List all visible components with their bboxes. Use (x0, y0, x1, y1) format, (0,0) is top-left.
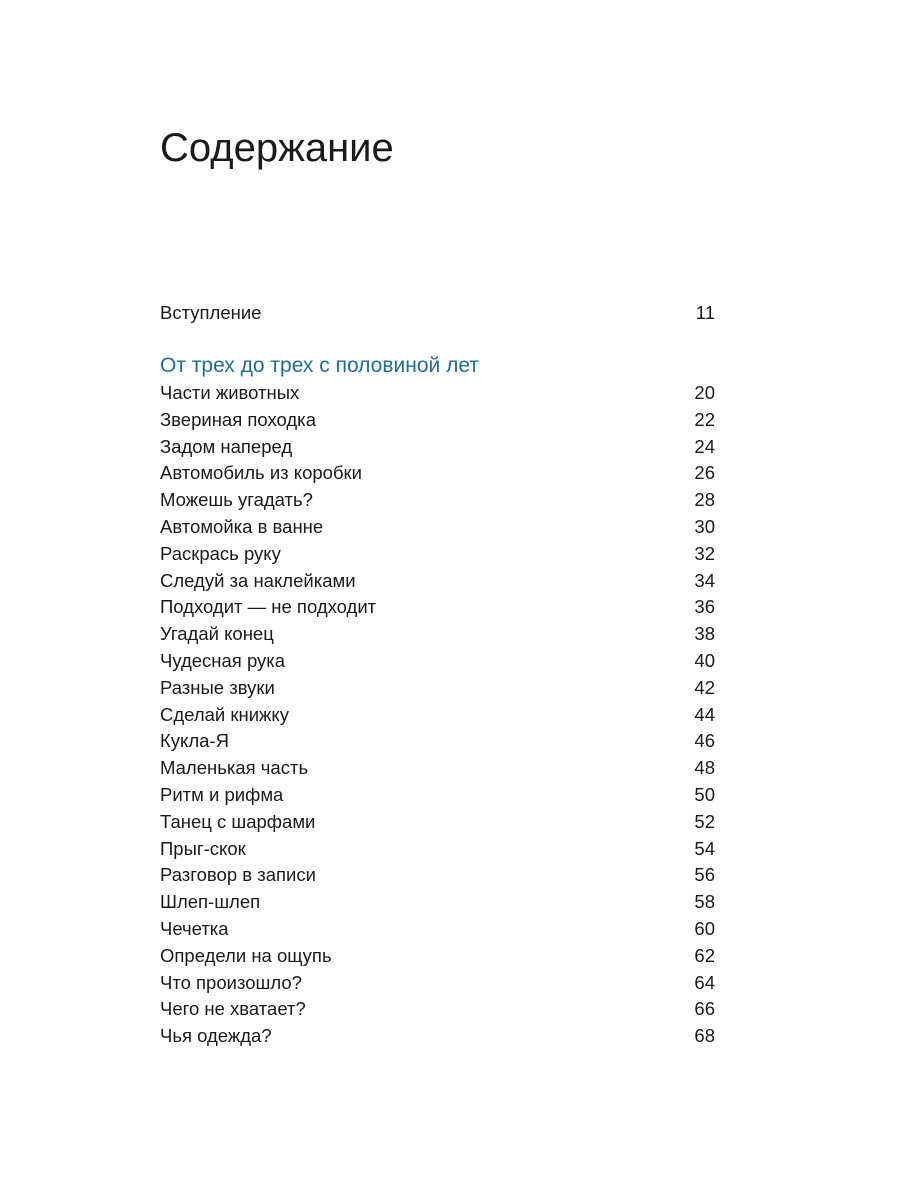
toc-entry-page: 36 (694, 596, 715, 618)
toc-entry-label: Маленькая часть (160, 757, 309, 779)
toc-entry-label: Раскрась руку (160, 542, 281, 564)
toc-entry-page: 28 (694, 489, 715, 511)
toc-entry[interactable] (160, 380, 715, 407)
toc-entry-label: Кукла-Я (160, 730, 229, 752)
toc-entry-page: 34 (694, 569, 715, 591)
toc-entry-page: 50 (694, 783, 715, 805)
toc-entry[interactable] (160, 568, 715, 595)
toc-entry-label: Определи на ощупь (160, 944, 332, 966)
toc-entry-page: 42 (694, 676, 715, 698)
toc-entry[interactable] (160, 407, 715, 434)
toc-entry[interactable] (160, 728, 715, 755)
toc-entry-page: 44 (694, 703, 715, 725)
toc-entry[interactable] (160, 514, 715, 541)
toc-entry[interactable] (160, 621, 715, 648)
toc-entry-label: Ритм и рифма (160, 783, 284, 805)
toc-entry-page: 48 (694, 757, 715, 779)
toc-entry-label: Части животных (160, 382, 300, 403)
toc-entry-label: Что произошло? (160, 971, 302, 993)
toc-entry[interactable] (160, 916, 715, 943)
toc-entry-page: 22 (694, 408, 715, 430)
toc-entry-label: Автомобиль из коробки (160, 462, 362, 484)
toc-entry-page: 46 (694, 730, 715, 752)
toc-entry-page: 68 (694, 1025, 715, 1047)
toc-entry-page: 30 (694, 515, 715, 537)
toc-entry-label: Чудесная рука (160, 649, 286, 671)
toc-entry-page: 54 (694, 837, 715, 859)
page-title: Содержание (160, 126, 394, 170)
toc-entry[interactable] (160, 755, 715, 782)
toc-entry-page: 20 (694, 382, 715, 403)
toc-entry[interactable] (160, 996, 715, 1023)
toc-entry-label: Разговор в записи (160, 864, 316, 886)
toc-entry[interactable] (160, 541, 715, 568)
toc-entry-label: Задом наперед (160, 435, 293, 457)
toc-entry-page: 66 (694, 998, 715, 1020)
toc-entry-label: Следуй за наклейками (160, 569, 356, 591)
toc-entry-page: 40 (694, 649, 715, 671)
toc-entry[interactable] (160, 460, 715, 487)
toc-entry-label: Сделай книжку (160, 703, 289, 725)
toc-entry-label: Разные звуки (160, 676, 275, 698)
toc-entry[interactable] (160, 889, 715, 916)
toc-entry-page: 64 (694, 971, 715, 993)
section-heading: От трех до трех с половиной лет (160, 354, 479, 377)
toc-entry-label: Подходит — не подходит (160, 596, 377, 618)
toc-entry-label: Прыг-скок (160, 837, 246, 859)
toc-entry-intro[interactable] (160, 300, 715, 327)
toc-entry-page: 24 (694, 435, 715, 457)
toc-section (160, 352, 715, 1050)
toc-entry-label: Автомойка в ванне (160, 515, 324, 537)
toc-entry-label: Чего не хватает? (160, 998, 306, 1020)
toc-entry-page: 38 (694, 623, 715, 645)
section-entry-list (160, 380, 715, 1050)
toc-entry-label: Танец с шарфами (160, 810, 316, 832)
toc-entry[interactable] (160, 1023, 715, 1050)
toc-entry[interactable] (160, 434, 715, 461)
toc-entry[interactable] (160, 648, 715, 675)
toc-entry-label: Угадай конец (160, 623, 274, 645)
toc-entry[interactable] (160, 594, 715, 621)
toc-entry-page: 11 (695, 302, 715, 323)
toc-entry-label: Звериная походка (160, 408, 316, 430)
toc-entry[interactable] (160, 862, 715, 889)
toc-entry[interactable] (160, 943, 715, 970)
toc-entry-page: 26 (694, 462, 715, 484)
toc-entry[interactable] (160, 836, 715, 863)
toc-entry-page: 56 (694, 864, 715, 886)
toc-entry[interactable] (160, 782, 715, 809)
toc-entry[interactable] (160, 970, 715, 997)
toc-entry-label: Вступление (160, 302, 262, 323)
toc-entry-page: 60 (694, 917, 715, 939)
toc-entry-label: Чечетка (160, 917, 229, 939)
toc-entry-label: Шлеп-шлеп (160, 891, 261, 913)
toc-entry-page: 58 (694, 891, 715, 913)
toc-entry[interactable] (160, 487, 715, 514)
toc-entry-label: Чья одежда? (160, 1025, 272, 1047)
toc-entry-page: 62 (694, 944, 715, 966)
toc-entry-page: 52 (694, 810, 715, 832)
toc-entry[interactable] (160, 702, 715, 729)
toc-entry-label: Можешь угадать? (160, 489, 313, 511)
toc-entry[interactable] (160, 675, 715, 702)
toc-entry-page: 32 (694, 542, 715, 564)
toc-entry[interactable] (160, 809, 715, 836)
